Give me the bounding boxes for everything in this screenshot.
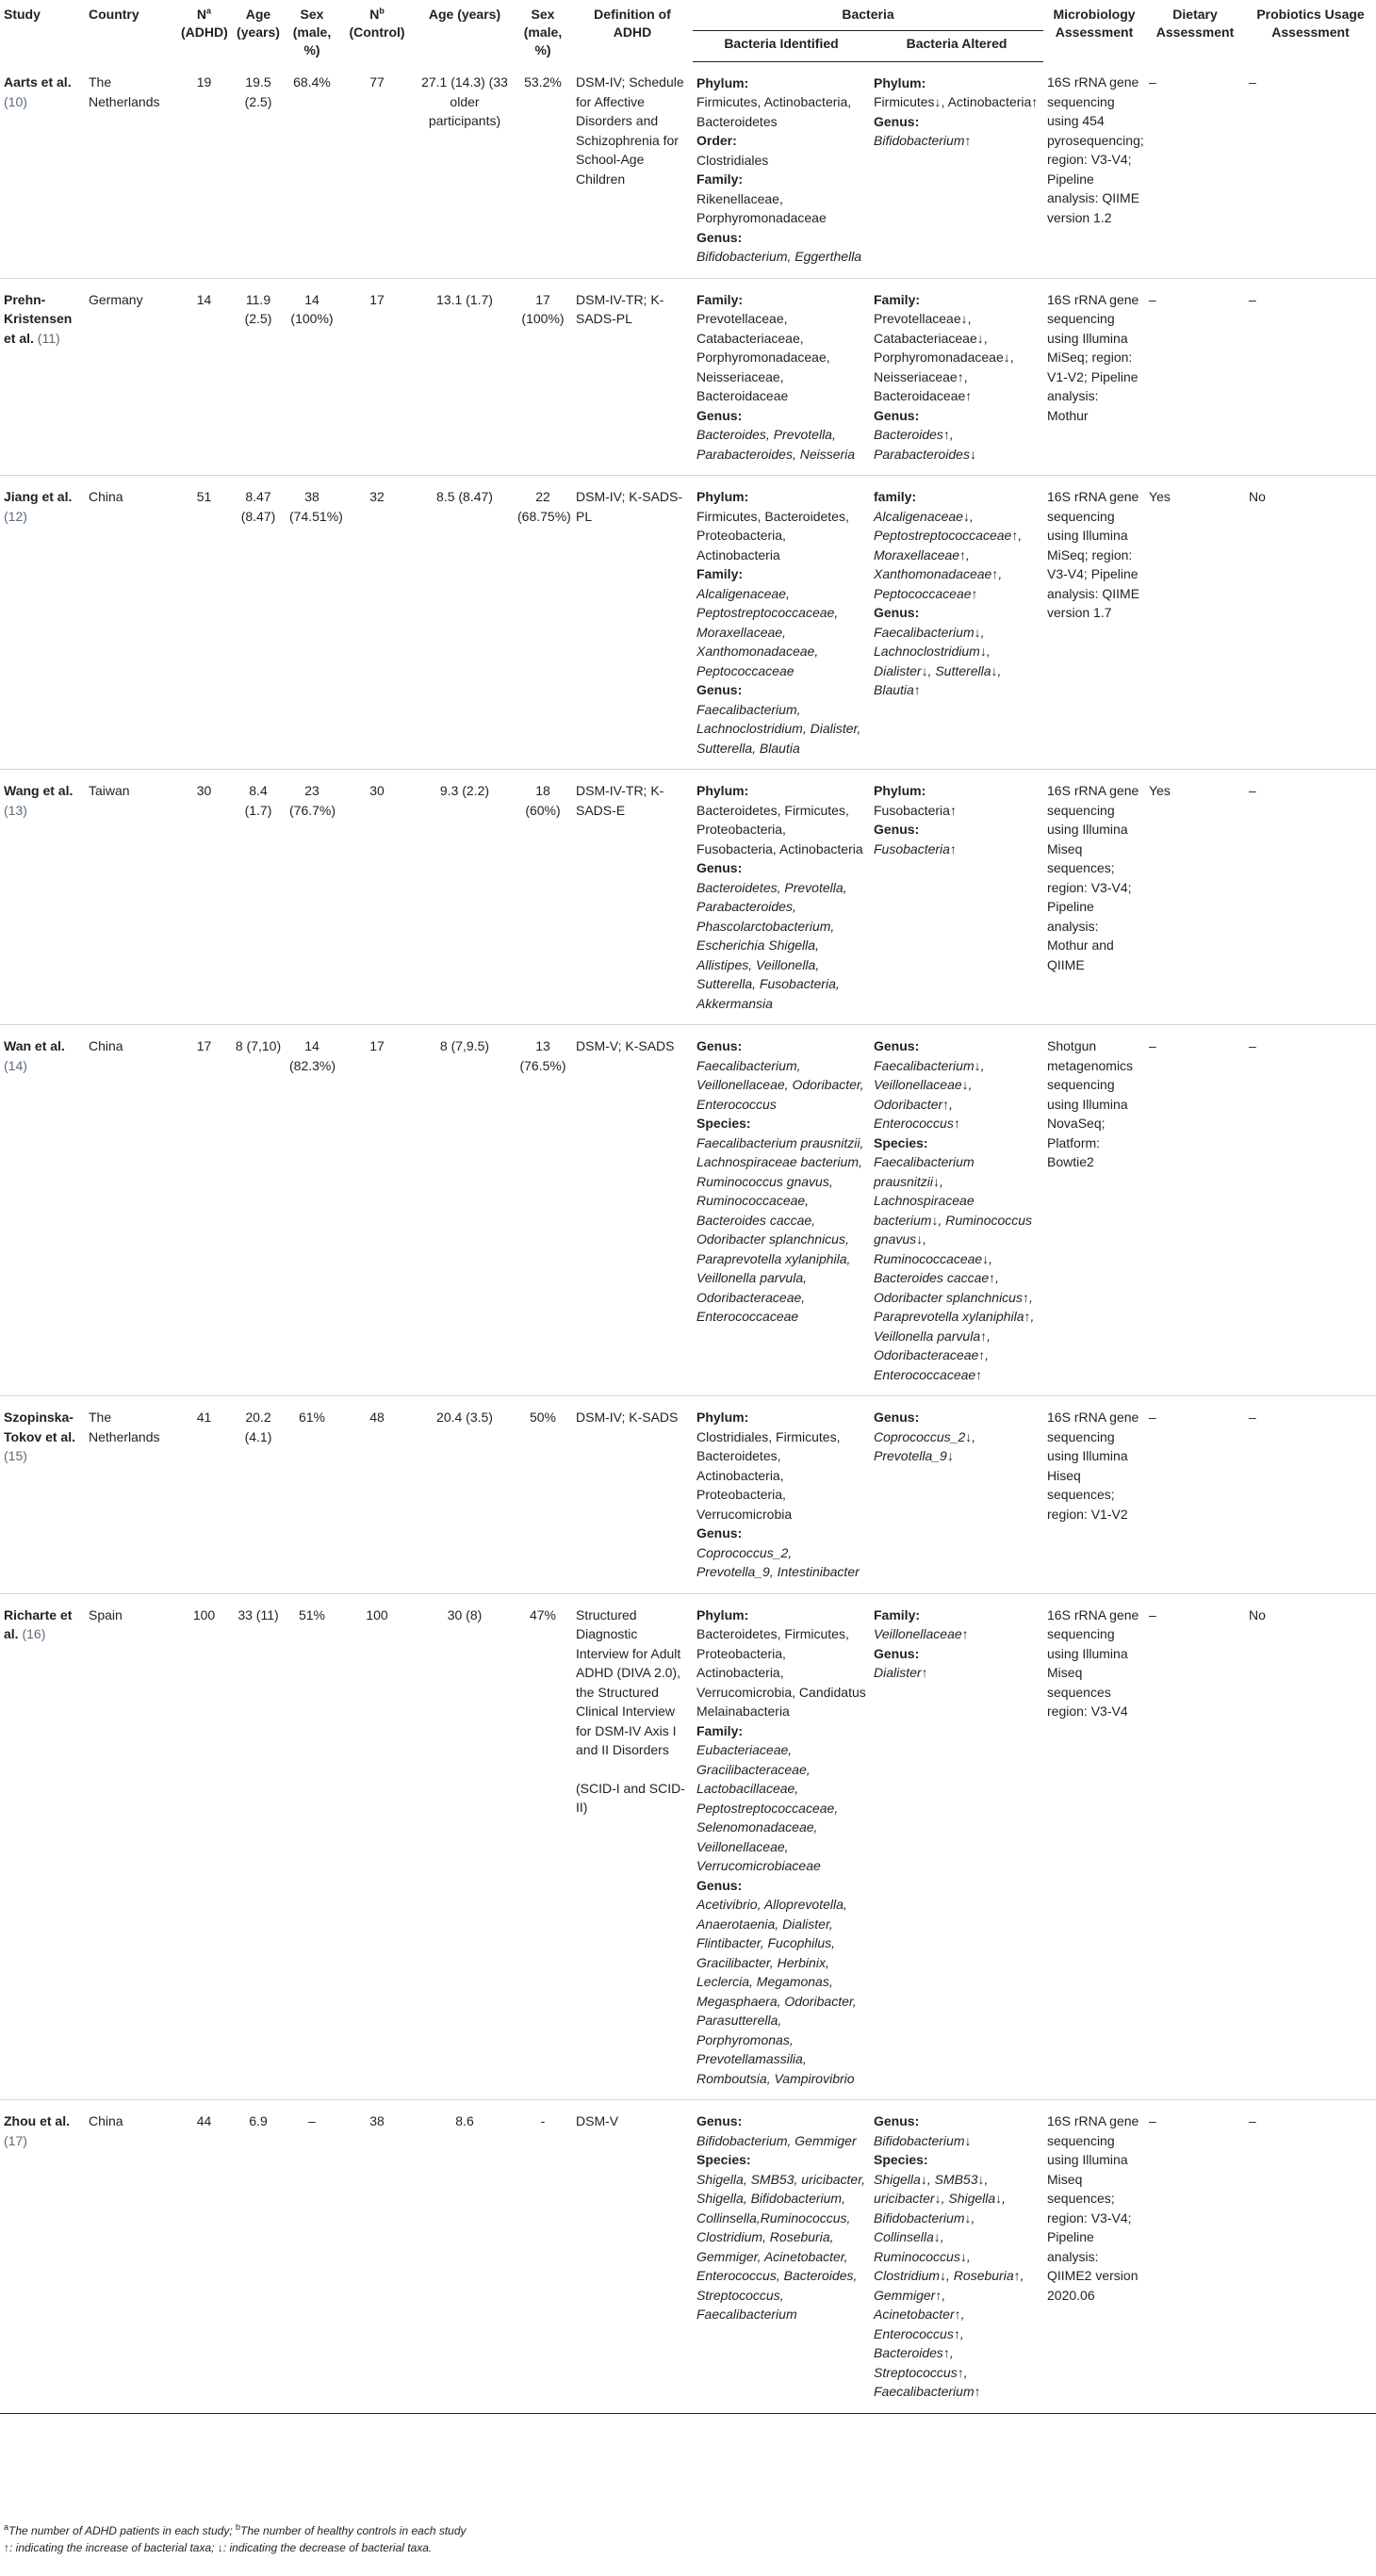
country-cell: Spain	[89, 1606, 123, 1622]
probiotics-cell: –	[1249, 291, 1256, 307]
header-definition: Definition of ADHD	[594, 7, 671, 40]
taxon-label: Genus:	[874, 1410, 920, 1425]
header-n-adhd: $N^a$ (ADHD)	[181, 6, 228, 40]
age-control-cell: 20.4 (3.5)	[436, 1410, 493, 1425]
age-adhd-cell: 19.5 (2.5)	[244, 74, 272, 109]
bacteria-altered-cell	[870, 1593, 1043, 2100]
country-cell: The Netherlands	[89, 74, 160, 109]
sex-adhd-cell: 23 (76.7%)	[289, 783, 336, 818]
taxon-label: Genus:	[874, 1645, 920, 1661]
definition-cell	[572, 61, 693, 278]
study-ref: (14)	[4, 1057, 27, 1073]
taxon-list: Firmicutes, Bacteroidetes, Proteobacteria, Actinobacteria	[696, 508, 849, 562]
probiotics-cell: No	[1249, 1606, 1266, 1622]
dietary-cell: –	[1149, 1038, 1156, 1053]
sex-control-cell: 47%	[529, 1606, 557, 1622]
header-age-control: Age (years)	[428, 7, 501, 22]
taxon-list: Veillonellaceae↑	[874, 1626, 969, 1641]
study-cell	[0, 278, 85, 476]
n-adhd-cell: 41	[196, 1410, 212, 1425]
taxon-list: Faecalibacterium prausnitzii↓, Lachnospiraceae bacterium↓, Ruminococcus gnavus↓, Ruminococcaceae↓, Bacteroides caccae↑, Odoribacter splanchnicus↑, Paraprevotella xylaniphila↑, Veillonella parvula↑, Odoribacteraceae↑, Enterococcaceae↑	[874, 1154, 1035, 1382]
taxon-label: Family:	[696, 171, 744, 187]
study-name: Wang et al.	[4, 783, 74, 798]
taxon-label: Genus:	[874, 407, 920, 423]
taxon-list: Eubacteriaceae, Gracilibacteraceae, Lactobacillaceae, Peptostreptococcaceae, Selenomonadaceae, Veillonellaceae, Verrucomicrobiaceae	[696, 1742, 839, 1873]
header-bacteria: Bacteria	[693, 0, 1043, 30]
n-control-cell: 17	[369, 291, 385, 307]
table-row	[0, 770, 1376, 1025]
study-ref: (12)	[4, 508, 27, 524]
study-ref: (13)	[4, 802, 27, 818]
bacteria-identified-cell	[693, 2100, 870, 2414]
header-study: Study	[4, 7, 41, 22]
dietary-cell: –	[1149, 291, 1156, 307]
taxon-list: Bifidobacterium, Eggerthella	[696, 249, 862, 264]
bacteria-identified-cell	[693, 1396, 870, 1594]
definition-text: DSM-IV; K-SADS	[576, 1410, 679, 1425]
microbiology-cell: 16S rRNA gene sequencing using Illumina MiSeq; region: V3-V4; Pipeline analysis: QIIME version 1.7	[1047, 489, 1140, 620]
taxon-label: Genus:	[696, 682, 743, 697]
country-cell: Taiwan	[89, 783, 130, 798]
header-probiotics: Probiotics Usage Assessment	[1256, 7, 1365, 40]
age-adhd-cell: 20.2 (4.1)	[244, 1410, 272, 1444]
taxon-list: Firmicutes↓, Actinobacteria↑	[874, 94, 1039, 109]
n-control-cell: 77	[369, 74, 385, 90]
study-cell	[0, 61, 85, 278]
taxon-label: Genus:	[696, 1525, 743, 1541]
taxon-list: Bifidobacterium, Gemmiger	[696, 2132, 857, 2148]
table-row	[0, 2100, 1376, 2414]
age-control-cell: 9.3 (2.2)	[439, 783, 490, 798]
study-cell	[0, 1593, 85, 2100]
bacteria-identified-cell	[693, 278, 870, 476]
taxon-label: Family:	[874, 1606, 921, 1622]
header-sex-control: Sex (male, %)	[523, 7, 563, 57]
table-row	[0, 1593, 1376, 2100]
n-control-cell: 100	[366, 1606, 388, 1622]
bacteria-identified-cell	[693, 1593, 870, 2100]
definition-text: DSM-V	[576, 2113, 619, 2128]
definition-text: DSM-IV; Schedule for Affective Disorders and Schizophrenia for School-Age Children	[576, 74, 684, 187]
header-microbiology: Microbiology Assessment	[1053, 7, 1136, 40]
age-adhd-cell: 6.9	[249, 2113, 268, 2128]
probiotics-cell: No	[1249, 489, 1266, 504]
taxon-label: Genus:	[696, 229, 743, 245]
n-adhd-cell: 100	[192, 1606, 216, 1622]
definition-cell	[572, 278, 693, 476]
study-name: Aarts et al.	[4, 74, 72, 90]
definition-text: DSM-IV-TR; K-SADS-PL	[576, 291, 664, 326]
header-dietary: Dietary Assessment	[1155, 7, 1235, 40]
footnote-arrows: ↑: indicating the increase of bacterial taxa; ↓: indicating the decrease of bacterial taxa.	[4, 2541, 433, 2554]
sex-control-cell: 50%	[529, 1410, 557, 1425]
sex-adhd-cell: 14 (100%)	[290, 291, 334, 326]
study-name: Wan et al.	[4, 1038, 65, 1053]
definition-text-2: (SCID-I and SCID-II)	[576, 1780, 685, 1815]
study-cell	[0, 476, 85, 770]
microbiology-cell: 16S rRNA gene sequencing using Illumina Miseq sequences; region: V3-V4; Pipeline analysis: Mothur and QIIME	[1047, 783, 1139, 972]
microbiology-cell: 16S rRNA gene sequencing using Illumina Miseq sequences region: V3-V4	[1047, 1606, 1139, 1719]
taxon-label: Phylum:	[696, 1606, 749, 1622]
taxon-list: Prevotellaceae, Catabacteriaceae, Porphyromonadaceae, Neisseriaceae, Bacteroidaceae	[696, 311, 830, 403]
country-cell: China	[89, 1038, 123, 1053]
sex-adhd-cell: –	[308, 2113, 316, 2128]
header-sex-adhd: Sex (male, %)	[292, 7, 332, 57]
sex-control-cell: 18 (60%)	[525, 783, 561, 818]
sex-control-cell: 13 (76.5%)	[519, 1038, 566, 1073]
n-adhd-cell: 44	[196, 2113, 212, 2128]
taxon-label: Phylum:	[696, 1410, 749, 1425]
taxon-label: Phylum:	[874, 783, 926, 798]
taxon-label: Genus:	[874, 605, 920, 620]
taxon-list: Clostridiales, Firmicutes, Bacteroidetes, Actinobacteria, Proteobacteria, Verrucomicrobia	[696, 1428, 841, 1522]
taxon-label: Genus:	[696, 2113, 743, 2128]
header-bacteria-identified: Bacteria Identified	[693, 30, 870, 61]
taxon-label: Family:	[696, 1722, 744, 1738]
age-adhd-cell: 11.9 (2.5)	[244, 291, 272, 326]
n-control-cell: 48	[369, 1410, 385, 1425]
probiotics-cell: –	[1249, 1410, 1256, 1425]
microbiology-cell: 16S rRNA gene sequencing using Illumina Hiseq sequences; region: V1-V2	[1047, 1410, 1139, 1522]
taxon-list: Coprococcus_2↓, Prevotella_9↓	[874, 1428, 976, 1463]
study-ref: (16)	[22, 1626, 46, 1641]
bacteria-altered-cell	[870, 1025, 1043, 1396]
dietary-cell: Yes	[1149, 783, 1171, 798]
table-row	[0, 1025, 1376, 1396]
definition-cell	[572, 1025, 693, 1396]
bacteria-altered-cell	[870, 278, 1043, 476]
country-cell: Germany	[89, 291, 143, 307]
taxon-label: family:	[874, 489, 917, 504]
study-cell	[0, 1396, 85, 1594]
taxon-list: Bacteroidetes, Firmicutes, Proteobacteria, Fusobacteria, Actinobacteria	[696, 802, 863, 856]
probiotics-cell: –	[1249, 74, 1256, 90]
taxon-label: Genus:	[696, 1877, 743, 1893]
probiotics-cell: –	[1249, 2113, 1256, 2128]
table-row	[0, 1396, 1376, 1594]
taxon-list: Bacteroidetes, Firmicutes, Proteobacteria, Actinobacteria, Verrucomicrobia, Candidatus Melainabacteria	[696, 1626, 866, 1719]
study-cell	[0, 2100, 85, 2414]
taxon-label: Species:	[874, 1134, 928, 1150]
header-bacteria-altered: Bacteria Altered	[870, 30, 1043, 61]
microbiology-cell: 16S rRNA gene sequencing using Illumina MiSeq; region: V1-V2; Pipeline analysis: Mothur	[1047, 291, 1139, 423]
taxon-label: Phylum:	[696, 74, 749, 90]
table-body	[0, 61, 1376, 2413]
study-name: Prehn-Kristensen et al.	[4, 291, 73, 346]
age-adhd-cell: 8.4 (1.7)	[244, 783, 272, 818]
sex-adhd-cell: 51%	[298, 1606, 326, 1622]
country-cell: The Netherlands	[89, 1410, 160, 1444]
country-cell: China	[89, 2113, 123, 2128]
taxon-list: Bifidobacterium↓	[874, 2132, 972, 2148]
taxon-label: Family:	[696, 566, 744, 581]
n-adhd-cell: 51	[196, 489, 212, 504]
dietary-cell: Yes	[1149, 489, 1171, 504]
definition-cell	[572, 2100, 693, 2414]
taxon-list: Faecalibacterium prausnitzii, Lachnospiraceae bacterium, Ruminococcus gnavus, Ruminococcaceae, Bacteroides caccae, Odoribacter splanchnicus, Paraprevotella xylaniphila, Veillonella parvula, Odoribacteraceae, Enterococcaceae	[696, 1134, 864, 1324]
sex-control-cell: 17 (100%)	[521, 291, 565, 326]
header-country: Country	[89, 7, 139, 22]
age-control-cell: 8.5 (8.47)	[436, 489, 493, 504]
taxon-label: Genus:	[874, 822, 920, 837]
age-adhd-cell: 8.47 (8.47)	[240, 489, 276, 524]
definition-cell	[572, 1593, 693, 2100]
bacteria-altered-cell	[870, 476, 1043, 770]
sex-adhd-cell: 61%	[298, 1410, 326, 1425]
taxon-list: Bacteroides, Prevotella, Parabacteroides, Neisseria	[696, 427, 856, 462]
taxon-list: Firmicutes, Actinobacteria, Bacteroidetes	[696, 94, 852, 129]
table-row	[0, 278, 1376, 476]
study-name: Zhou et al.	[4, 2113, 70, 2128]
n-control-cell: 32	[369, 489, 385, 504]
n-control-cell: 30	[369, 783, 385, 798]
taxon-label: Genus:	[696, 860, 743, 875]
taxon-label: Genus:	[874, 113, 920, 129]
bacteria-altered-cell	[870, 1396, 1043, 1594]
study-name: Szopinska-Tokov et al.	[4, 1410, 75, 1444]
probiotics-cell: –	[1249, 783, 1256, 798]
definition-text: DSM-IV; K-SADS-PL	[576, 489, 683, 524]
definition-cell	[572, 770, 693, 1025]
country-cell: China	[89, 489, 123, 504]
age-adhd-cell: 33 (11)	[238, 1606, 279, 1622]
study-cell	[0, 1025, 85, 1396]
header-n-control: $N^b$ (Control)	[349, 6, 405, 40]
probiotics-cell: –	[1249, 1038, 1256, 1053]
taxon-list: Alcaligenaceae↓, Peptostreptococcaceae↑, Moraxellaceae↑, Xanthomonadaceae↑, Peptococcaceae↑	[874, 508, 1023, 601]
taxon-list: Fusobacteria↑	[874, 802, 957, 818]
taxon-list: Fusobacteria↑	[874, 840, 957, 856]
n-adhd-cell: 14	[196, 291, 212, 307]
study-ref: (17)	[4, 2132, 27, 2148]
taxon-list: Shigella↓, SMB53↓, uricibacter↓, Shigella↓, Bifidobacterium↓, Collinsella↓, Ruminococcus↓, Clostridium↓, Roseburia↑, Gemmiger↑, Acinetobacter↑, Enterococcus↑, Bacteroides↑, Streptococcus↑, Faecalibacterium↑	[874, 2171, 1024, 2399]
taxon-label: Order:	[696, 133, 737, 148]
sex-adhd-cell: 68.4%	[293, 74, 331, 90]
bacteria-identified-cell	[693, 476, 870, 770]
taxon-label: Phylum:	[696, 783, 749, 798]
table-row	[0, 476, 1376, 770]
taxon-label: Phylum:	[696, 489, 749, 504]
taxon-label: Genus:	[874, 1038, 920, 1053]
study-name: Richarte et al.	[4, 1606, 73, 1641]
taxon-list: Faecalibacterium↓, Veillonellaceae↓, Odoribacter↑, Enterococcus↑	[874, 1057, 985, 1131]
study-cell	[0, 770, 85, 1025]
sex-adhd-cell: 14 (82.3%)	[289, 1038, 336, 1073]
dietary-cell: –	[1149, 2113, 1156, 2128]
definition-cell	[572, 476, 693, 770]
age-control-cell: 8 (7,9.5)	[439, 1038, 490, 1053]
table-footnotes	[4, 2522, 467, 2556]
taxon-list: Bifidobacterium↑	[874, 133, 972, 148]
age-control-cell: 8.6	[455, 2113, 474, 2128]
sex-control-cell: 22 (68.75%)	[517, 489, 571, 524]
age-adhd-cell: 8 (7,10)	[235, 1038, 282, 1053]
age-control-cell: 30 (8)	[447, 1606, 483, 1622]
study-ref: (11)	[37, 330, 60, 346]
header-age-adhd: Age (years)	[237, 7, 280, 40]
n-adhd-cell: 17	[196, 1038, 212, 1053]
taxon-list: Bacteroides↑, Parabacteroides↓	[874, 427, 976, 462]
bacteria-altered-cell	[870, 770, 1043, 1025]
taxon-list: Alcaligenaceae, Peptostreptococcaceae, Moraxellaceae, Xanthomonadaceae, Peptococcaceae	[696, 585, 839, 678]
sex-control-cell: -	[540, 2113, 546, 2128]
study-ref: (10)	[4, 93, 27, 109]
taxon-list: Bacteroidetes, Prevotella, Parabacteroides, Phascolarctobacterium, Escherichia Shigella, Allistipes, Veillonella, Sutterella, Fusobacteria, Akkermansia	[696, 879, 847, 1011]
bacteria-identified-cell	[693, 770, 870, 1025]
bacteria-identified-cell	[693, 61, 870, 278]
sex-adhd-cell: 38 (74.51%)	[289, 489, 343, 524]
taxon-label: Genus:	[874, 2113, 920, 2128]
taxon-label: Species:	[696, 1116, 751, 1131]
taxon-list: Faecalibacterium, Lachnoclostridium, Dialister, Sutterella, Blautia	[696, 701, 861, 756]
taxon-list: Faecalibacterium↓, Lachnoclostridium↓, Dialister↓, Sutterella↓, Blautia↑	[874, 624, 1002, 697]
taxon-list: Clostridiales	[696, 152, 769, 168]
study-ref: (15)	[4, 1448, 27, 1463]
taxon-list: Prevotellaceae↓, Catabacteriaceae↓, Porphyromonadaceae↓, Neisseriaceae↑, Bacteroidaceae↑	[874, 311, 1014, 403]
microbiology-cell: 16S rRNA gene sequencing using Illumina Miseq sequences; region: V3-V4; Pipeline analysis: QIIME2 version 2020.06	[1047, 2113, 1139, 2303]
definition-text: DSM-IV-TR; K-SADS-E	[576, 783, 664, 818]
bacteria-altered-cell	[870, 61, 1043, 278]
taxon-list: Rikenellaceae, Porphyromonadaceae	[696, 190, 827, 225]
microbiology-cell: 16S rRNA gene sequencing using 454 pyrosequencing; region: V3-V4; Pipeline analysis: QIIME version 1.2	[1047, 74, 1144, 225]
taxon-label: Family:	[696, 291, 744, 307]
taxon-label: Phylum:	[874, 74, 926, 90]
study-name: Jiang et al.	[4, 489, 73, 504]
taxon-label: Genus:	[696, 1038, 743, 1053]
table-row	[0, 61, 1376, 278]
n-control-cell: 38	[369, 2113, 385, 2128]
taxon-label: Species:	[696, 2152, 751, 2167]
bacteria-altered-cell	[870, 2100, 1043, 2414]
sex-control-cell: 53.2%	[524, 74, 562, 90]
n-adhd-cell: 19	[196, 74, 212, 90]
bacteria-identified-cell	[693, 1025, 870, 1396]
microbiology-cell: Shotgun metagenomics sequencing using Illumina NovaSeq; Platform: Bowtie2	[1047, 1038, 1134, 1169]
taxon-label: Genus:	[696, 407, 743, 423]
footnote-ab: $^a$The number of ADHD patients in each study; $^b$The number of healthy controls in each study	[4, 2522, 467, 2537]
age-control-cell: 13.1 (1.7)	[436, 291, 493, 307]
n-control-cell: 17	[369, 1038, 385, 1053]
dietary-cell: –	[1149, 74, 1156, 90]
definition-cell	[572, 1396, 693, 1594]
definition-text: DSM-V; K-SADS	[576, 1038, 675, 1053]
age-control-cell: 27.1 (14.3) (33 older participants)	[421, 74, 508, 128]
taxon-label: Species:	[874, 2152, 928, 2167]
dietary-cell: –	[1149, 1606, 1156, 1622]
dietary-cell: –	[1149, 1410, 1156, 1425]
taxon-list: Coprococcus_2, Prevotella_9, Intestinibacter	[696, 1544, 860, 1579]
n-adhd-cell: 30	[196, 783, 212, 798]
definition-text: Structured Diagnostic Interview for Adult ADHD (DIVA 2.0), the Structured Clinical Interview for DSM-IV Axis I and II Disorders	[576, 1606, 681, 1757]
table-header	[0, 0, 1376, 61]
taxon-label: Family:	[874, 291, 921, 307]
taxon-list: Dialister↑	[874, 1665, 928, 1680]
taxon-list: Acetivibrio, Alloprevotella, Anaerotaenia, Dialister, Flintibacter, Fucophilus, Gracilibacter, Herbinix, Leclercia, Megamonas, Megasphaera, Odoribacter, Parasutterella, Porphyromonas, Prevotellamassilia, Romboutsia, Vampirovibrio	[696, 1897, 857, 2086]
taxon-list: Faecalibacterium, Veillonellaceae, Odoribacter, Enterococcus	[696, 1057, 864, 1112]
taxon-list: Shigella, SMB53, uricibacter, Shigella, Bifidobacterium, Collinsella,Ruminococcus, Clostridium, Roseburia, Gemmiger, Acinetobacter, Enterococcus, Bacteroides, Streptococcus, Faecalibacterium	[696, 2171, 865, 2322]
